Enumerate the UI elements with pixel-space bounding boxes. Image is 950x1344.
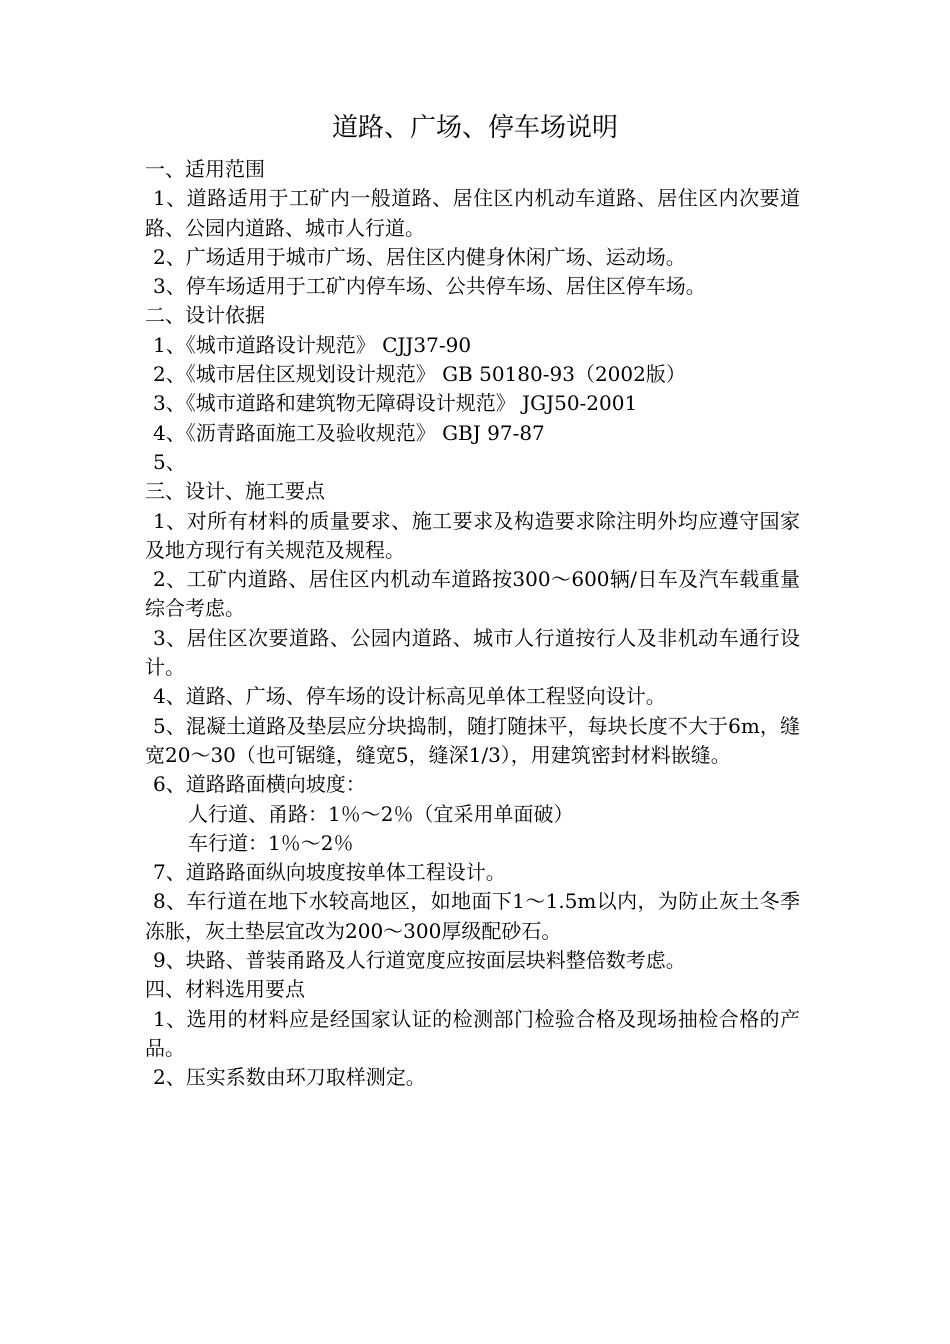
basis-item-2: 2、《城市居住区规划设计规范》 GB 50180-93（2002版） — [153, 362, 686, 387]
design-item-4: 4、道路、广场、停车场的设计标高见单体工程竖向设计。 — [153, 684, 666, 709]
design-item-6-roadway: 车行道：1％～2％ — [188, 830, 354, 855]
design-item-8: 8、车行道在地下水较高地区，如地面下1～1.5m以内，为防止灰土冬季冻胀，灰土垫层宜改为200～300厚级配砂石。 — [145, 889, 800, 943]
design-item-3: 3、居住区次要道路、公园内道路、城市人行道按行人及非机动车通行设计。 — [145, 625, 800, 680]
materials-item-1: 1、选用的材料应是经国家认证的检测部门检验合格及现场抽检合格的产品。 — [145, 1006, 800, 1060]
section-heading-materials: 四、材料选用要点 — [145, 977, 305, 1002]
scope-item-1: 1、道路适用于工矿内一般道路、居住区内机动车道路、居住区内次要道路、公园内道路、城市人行道。 — [145, 186, 800, 240]
document-body — [145, 155, 800, 1093]
design-item-1: 1、对所有材料的质量要求、施工要求及构造要求除注明外均应遵守国家及地方现行有关规范及规程。 — [145, 508, 800, 562]
materials-item-2: 2、压实系数由环刀取样测定。 — [153, 1065, 426, 1090]
basis-item-5: 5、 — [153, 449, 186, 474]
design-item-5: 5、混凝土道路及垫层应分块捣制，随打随抹平，每块长度不大于6m，缝宽20～30（也可锯缝，缝宽5，缝深1/3），用建筑密封材料嵌缝。 — [145, 713, 800, 767]
design-item-2: 2、工矿内道路、居住区内机动车道路按300～600辆/日车及汽车载重量综合考虑。 — [145, 567, 800, 621]
scope-item-3: 3、停车场适用于工矿内停车场、公共停车场、居住区停车场。 — [153, 274, 706, 299]
scope-item-2: 2、广场适用于城市广场、居住区内健身休闲广场、运动场。 — [153, 244, 686, 269]
design-item-6-sidewalk: 人行道、甬路：1％～2％（宜采用单面破） — [188, 801, 574, 826]
design-item-6: 6、道路路面横向坡度： — [153, 772, 366, 797]
basis-item-1: 1、《城市道路设计规范》 CJJ37-90 — [153, 332, 472, 357]
design-item-7: 7、道路路面纵向坡度按单体工程设计。 — [153, 860, 506, 885]
design-item-9: 9、块路、普装甬路及人行道宽度应按面层块料整倍数考虑。 — [153, 948, 686, 973]
basis-item-3: 3、《城市道路和建筑物无障碍设计规范》 JGJ50-2001 — [153, 391, 638, 416]
section-heading-scope: 一、适用范围 — [145, 157, 265, 181]
basis-item-4: 4、《沥青路面施工及验收规范》 GBJ 97-87 — [153, 420, 545, 445]
section-heading-design-points: 三、设计、施工要点 — [145, 479, 325, 504]
section-heading-basis: 二、设计依据 — [145, 303, 265, 328]
document-title: 道路、广场、停车场说明 — [331, 113, 618, 143]
